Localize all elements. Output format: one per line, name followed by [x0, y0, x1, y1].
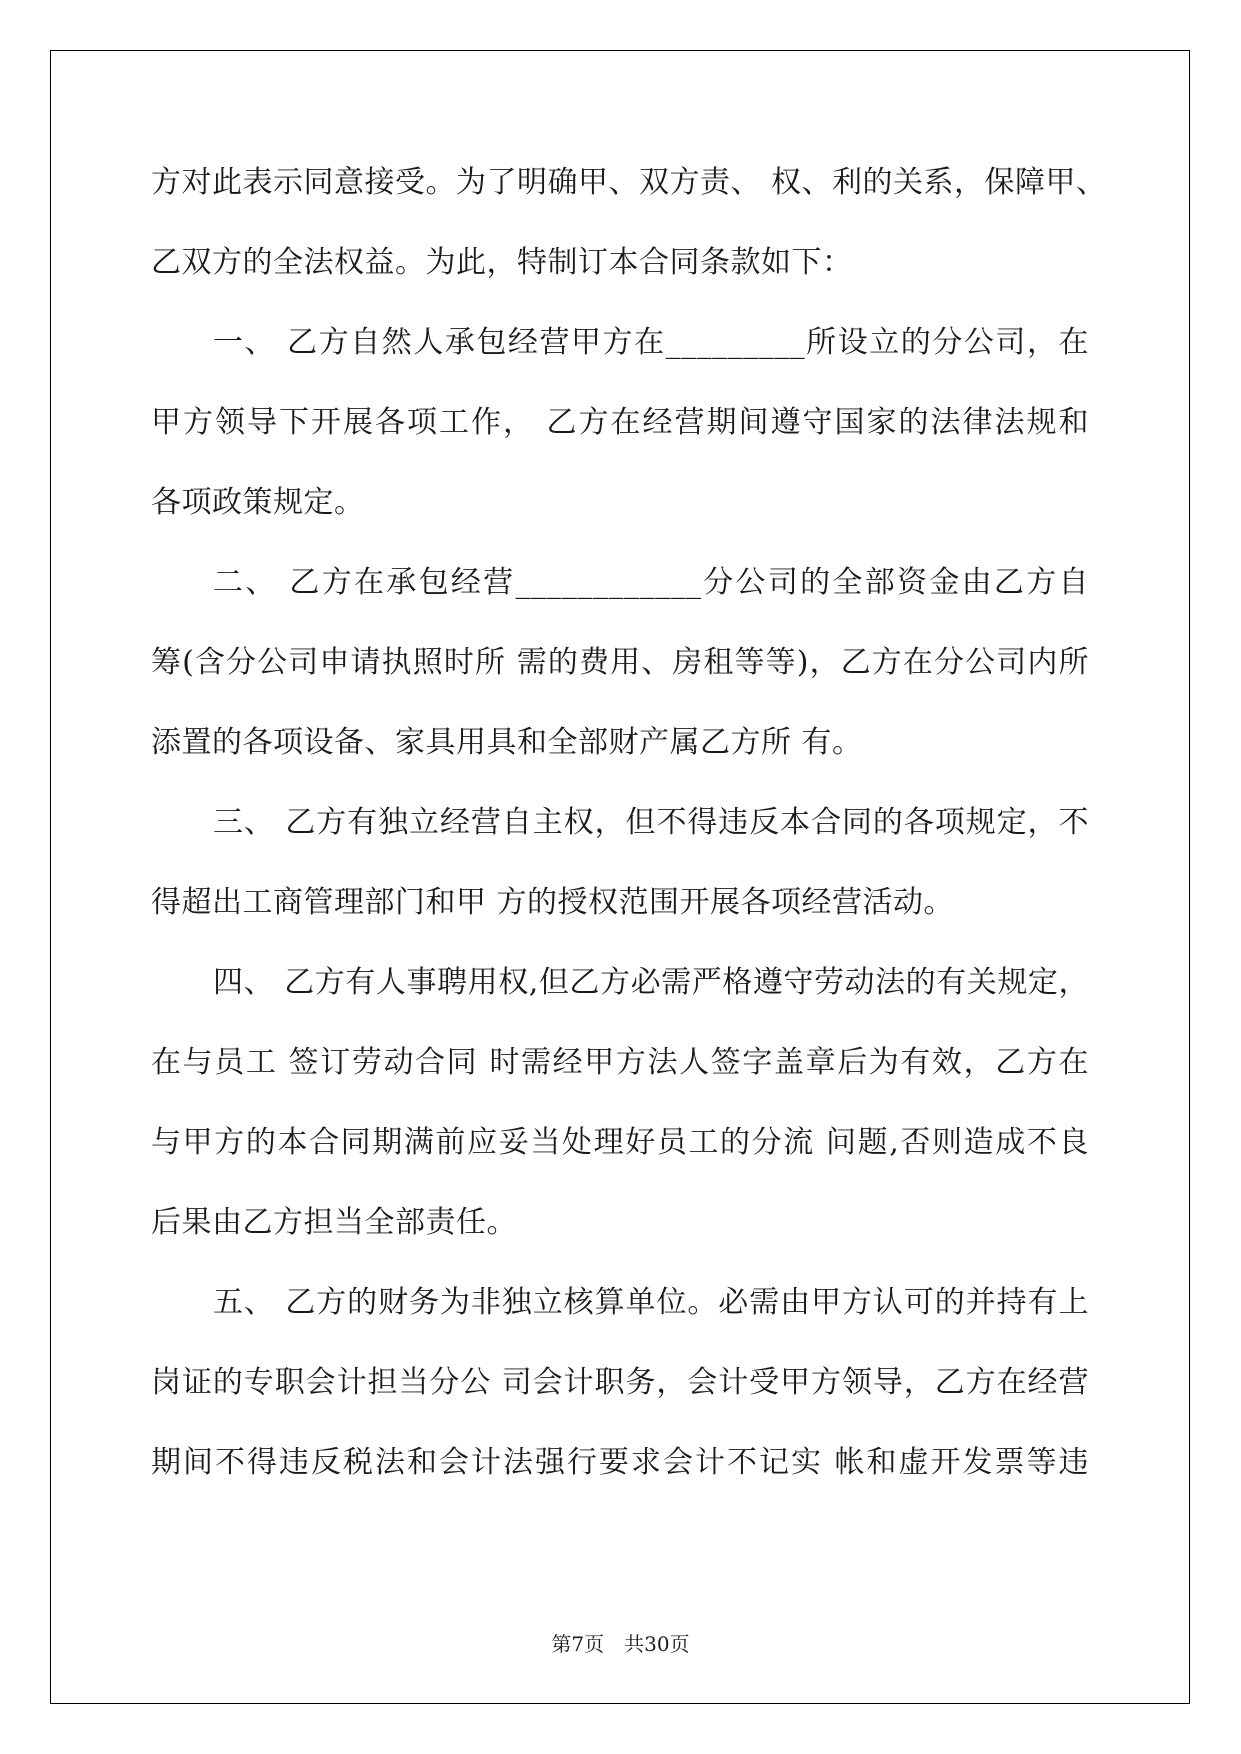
page-number-footer: 第7页 共30页: [551, 1632, 690, 1656]
document-body: [151, 162, 1107, 1522]
text-line: 筹(含分公司申请执照时所 需的费用、房租等等)，乙方在分公司内所: [151, 645, 1089, 680]
clause-five-line: 五、 乙方的财务为非独立核算单位。必需由甲方认可的并持有上: [213, 1285, 1089, 1320]
clause-two-line: 二、 乙方在承包经营____________分公司的全部资金由乙方自: [213, 565, 1089, 600]
text-line: 在与员工 签订劳动合同 时需经甲方法人签字盖章后为有效，乙方在: [151, 1045, 1089, 1080]
text-line: 后果由乙方担当全部责任。: [151, 1205, 517, 1240]
text-line: 各项政策规定。: [151, 485, 365, 520]
text-line: 添置的各项设备、家具用具和全部财产属乙方所 有。: [151, 725, 863, 760]
text-line: 期间不得违反税法和会计法强行要求会计不记实 帐和虚开发票等违: [151, 1445, 1089, 1480]
clause-four-line: 四、 乙方有人事聘用权,但乙方必需严格遵守劳动法的有关规定，: [213, 965, 1089, 1000]
clause-one-line: 一、 乙方自然人承包经营甲方在_________所设立的分公司，在: [213, 325, 1089, 360]
text-line: 岗证的专职会计担当分公 司会计职务，会计受甲方领导，乙方在经营: [151, 1365, 1089, 1400]
text-line: 乙双方的全法权益。为此，特制订本合同条款如下：: [151, 245, 853, 280]
text-line: 与甲方的本合同期满前应妥当处理好员工的分流 问题,否则造成不良: [151, 1125, 1089, 1160]
clause-three-line: 三、 乙方有独立经营自主权，但不得违反本合同的各项规定，不: [213, 805, 1089, 840]
text-line: 方对此表示同意接受。为了明确甲、双方责、 权、利的关系，保障甲、: [151, 165, 1107, 200]
text-line: 得超出工商管理部门和甲 方的授权范围开展各项经营活动。: [151, 885, 955, 920]
text-line: 甲方领导下开展各项工作， 乙方在经营期间遵守国家的法律法规和: [151, 405, 1089, 440]
